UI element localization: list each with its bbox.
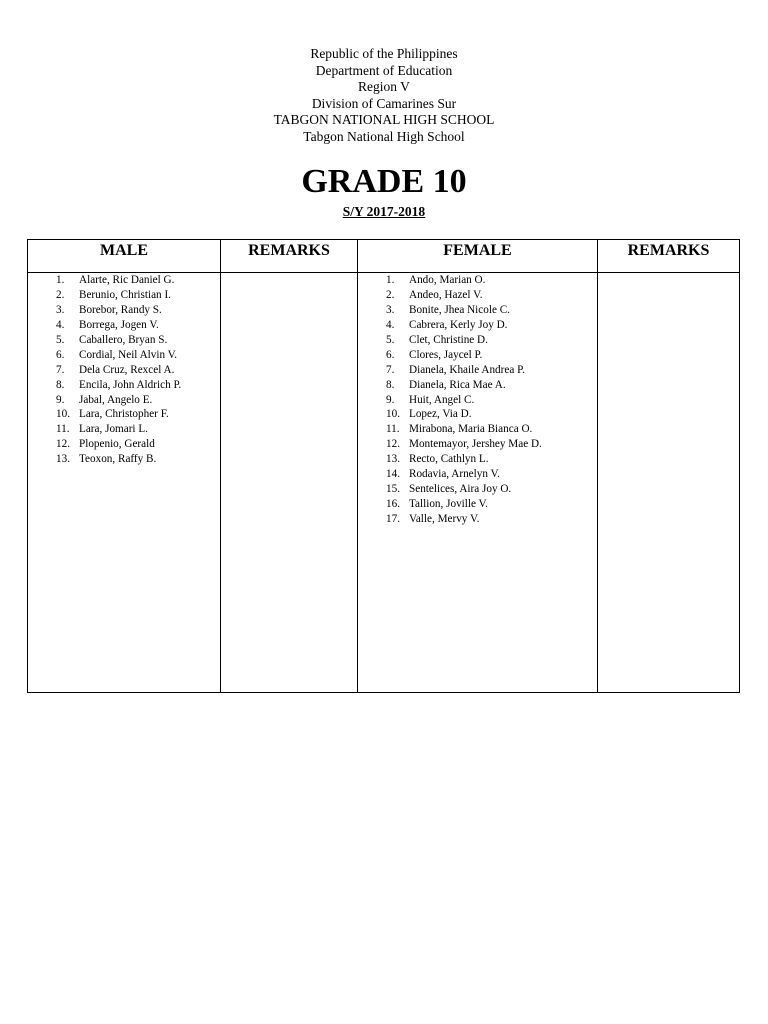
student-name: Alarte, Ric Daniel G. <box>79 274 175 286</box>
student-name: Borebor, Randy S. <box>79 303 162 316</box>
document-header <box>0 46 768 145</box>
list-item-number: 1. <box>56 274 65 286</box>
female-column <box>357 240 597 692</box>
list-item-number: 10. <box>386 408 400 421</box>
roster-table <box>27 239 740 693</box>
list-item <box>358 273 597 288</box>
student-name: Berunio, Christian I. <box>79 288 171 301</box>
list-item <box>28 437 220 452</box>
school-year: S/Y 2017-2018 <box>342 204 426 219</box>
list-item-number: 13. <box>386 453 400 466</box>
student-name: Mirabona, Maria Bianca O. <box>409 423 533 436</box>
list-item <box>358 333 597 348</box>
list-item-number: 16. <box>386 498 400 511</box>
student-name: Borrega, Jogen V. <box>79 318 159 331</box>
female-remarks-header: REMARKS <box>627 242 710 259</box>
student-name: Ando, Marian O. <box>409 274 486 286</box>
student-name: Clores, Jaycel P. <box>409 348 483 361</box>
list-item-number: 9. <box>386 393 395 406</box>
list-item <box>358 452 597 467</box>
list-item-number: 7. <box>56 363 65 376</box>
list-item <box>28 318 220 333</box>
list-item-number: 6. <box>386 348 395 361</box>
female-remarks-column <box>597 240 739 692</box>
student-name: Tallion, Joville V. <box>409 498 488 511</box>
list-item <box>28 378 220 393</box>
list-item-number: 8. <box>56 378 65 391</box>
list-item-number: 2. <box>56 288 65 301</box>
list-item <box>28 273 220 288</box>
list-item <box>28 422 220 437</box>
list-item-number: 13. <box>56 453 70 466</box>
list-item <box>358 437 597 452</box>
list-item <box>358 467 597 482</box>
student-name: Caballero, Bryan S. <box>79 333 168 346</box>
list-item <box>358 348 597 363</box>
list-item-number: 12. <box>56 438 70 451</box>
student-name: Encila, John Aldrich P. <box>79 378 182 391</box>
list-item-number: 17. <box>386 513 400 525</box>
list-item <box>358 422 597 437</box>
list-item-number: 10. <box>56 408 70 421</box>
student-name: Lara, Christopher F. <box>79 408 169 421</box>
list-item-number: 5. <box>386 333 395 346</box>
header-school-upper: TABGON NATIONAL HIGH SCHOOL <box>273 112 495 127</box>
student-name: Dianela, Khaile Andrea P. <box>409 363 525 376</box>
student-name: Plopenio, Gerald <box>79 438 155 451</box>
list-item <box>358 512 597 527</box>
list-item <box>28 393 220 408</box>
header-school-name: Tabgon National High School <box>303 128 465 144</box>
student-name: Dianela, Rica Mae A. <box>409 378 506 391</box>
female-list <box>358 273 597 527</box>
page-title: GRADE 10 <box>301 163 467 200</box>
list-item <box>358 378 597 393</box>
list-item-number: 4. <box>386 318 395 331</box>
list-item-number: 2. <box>386 288 395 301</box>
list-item-number: 8. <box>386 378 395 391</box>
list-item <box>28 303 220 318</box>
student-name: Rodavia, Arnelyn V. <box>409 468 500 481</box>
list-item-number: 7. <box>386 363 395 376</box>
list-item <box>28 407 220 422</box>
list-item-number: 12. <box>386 438 400 451</box>
student-name: Huit, Angel C. <box>409 393 475 406</box>
list-item-number: 3. <box>386 303 395 316</box>
student-name: Lopez, Via D. <box>409 408 472 421</box>
student-name: Montemayor, Jershey Mae D. <box>409 438 542 451</box>
list-item-number: 6. <box>56 348 65 361</box>
header-republic: Republic of the Philippines <box>310 46 458 61</box>
male-column <box>28 240 220 692</box>
header-division: Division of Camarines Sur <box>311 95 457 111</box>
list-item <box>28 288 220 303</box>
student-name: Dela Cruz, Rexcel A. <box>79 363 175 376</box>
list-item <box>358 288 597 303</box>
student-name: Andeo, Hazel V. <box>409 288 483 301</box>
list-item <box>28 333 220 348</box>
list-item <box>358 303 597 318</box>
list-item <box>28 452 220 467</box>
list-item <box>358 318 597 333</box>
list-item <box>358 393 597 408</box>
female-header: FEMALE <box>443 242 512 259</box>
list-item-number: 14. <box>386 468 400 481</box>
student-name: Sentelices, Aira Joy O. <box>409 483 512 496</box>
student-name: Valle, Mervy V. <box>409 513 480 525</box>
list-item <box>28 348 220 363</box>
list-item-number: 15. <box>386 483 400 496</box>
male-remarks-column <box>220 240 357 692</box>
male-header: MALE <box>100 242 148 259</box>
student-name: Bonite, Jhea Nicole C. <box>409 303 510 316</box>
student-name: Recto, Cathlyn L. <box>409 453 489 466</box>
list-item-number: 11. <box>56 423 70 436</box>
list-item-number: 5. <box>56 333 65 346</box>
list-item-number: 4. <box>56 318 65 331</box>
student-name: Jabal, Angelo E. <box>79 393 153 406</box>
list-item <box>358 407 597 422</box>
list-item <box>358 482 597 497</box>
header-region: Region V <box>358 79 410 94</box>
list-item-number: 11. <box>386 423 400 436</box>
list-item <box>358 497 597 512</box>
list-item <box>28 363 220 378</box>
student-name: Teoxon, Raffy B. <box>79 453 157 466</box>
student-name: Clet, Christine D. <box>409 333 488 346</box>
male-list <box>28 273 220 467</box>
male-remarks-header: REMARKS <box>248 242 330 259</box>
list-item <box>358 363 597 378</box>
student-name: Cabrera, Kerly Joy D. <box>409 318 508 331</box>
list-item-number: 1. <box>386 274 395 286</box>
student-name: Cordial, Neil Alvin V. <box>79 348 178 361</box>
header-department: Department of Education <box>315 62 453 78</box>
list-item-number: 3. <box>56 303 65 316</box>
student-name: Lara, Jomari L. <box>79 423 148 436</box>
list-item-number: 9. <box>56 393 65 406</box>
